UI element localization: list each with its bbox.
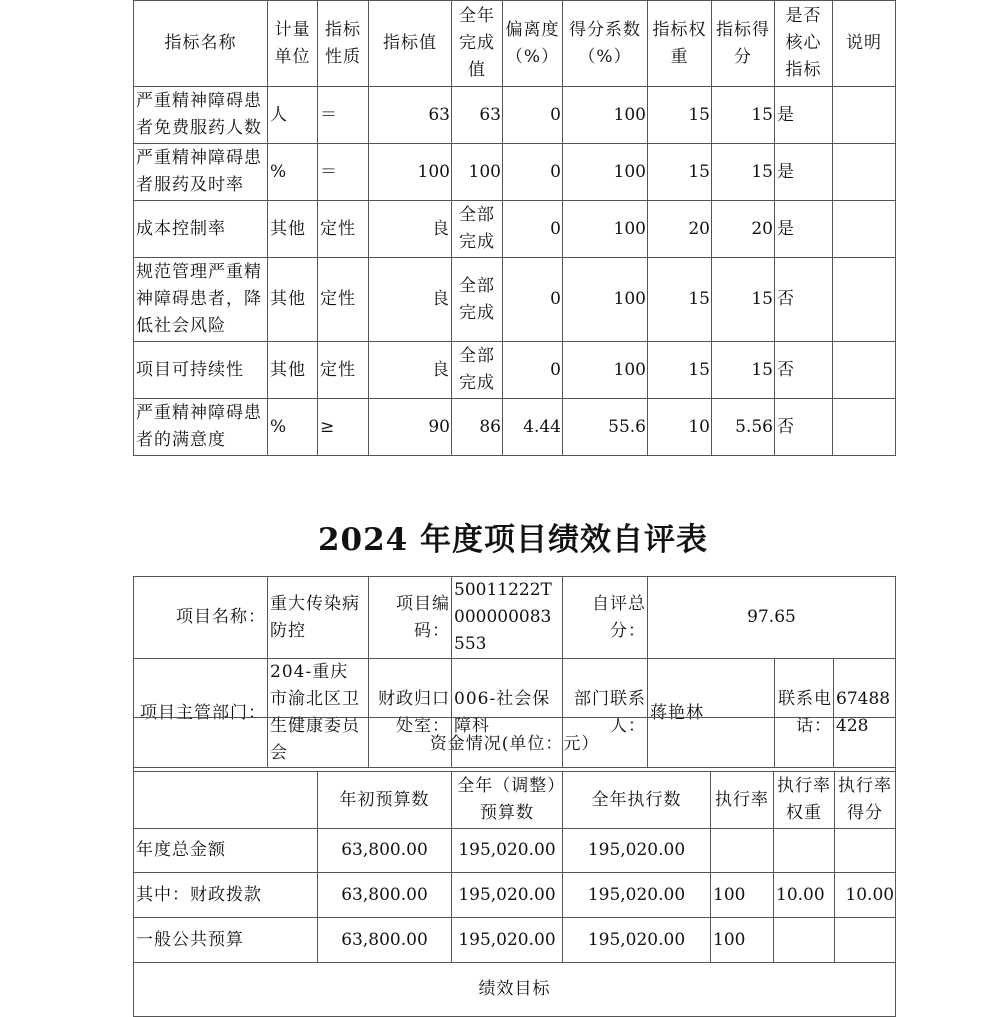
indicator-name: 项目可持续性 [134, 342, 268, 399]
contact-value: 蒋艳林 [648, 659, 775, 768]
funds-section-title: 资金情况(单位：元） [134, 718, 896, 772]
indicator-score: 15 [712, 342, 775, 399]
indicator-actual: 全部完成 [452, 342, 503, 399]
indicator-weight: 10 [648, 399, 712, 456]
indicator-score: 15 [712, 258, 775, 342]
header-adjusted-budget: 全年（调整）预算数 [452, 772, 563, 829]
indicator-score: 20 [712, 201, 775, 258]
dept-label: 项目主管部门： [134, 659, 268, 768]
table-row [134, 87, 896, 144]
indicator-nature: 定性 [318, 201, 369, 258]
header-target: 指标值 [369, 1, 452, 87]
header-rate: 执行率 [711, 772, 774, 829]
header-coefficient: 得分系数（%） [563, 1, 648, 87]
indicator-core: 否 [775, 342, 833, 399]
funds-row-label: 其中：财政拨款 [134, 873, 318, 918]
goals-section-row [134, 963, 896, 1017]
funds-rate-score [835, 918, 896, 963]
indicator-deviation: 4.44 [503, 399, 563, 456]
goals-section-title: 绩效目标 [134, 963, 896, 1017]
funds-rate: 100 [711, 918, 774, 963]
page-title: 2024 年度项目绩效自评表 [317, 522, 709, 558]
funds-rate-weight [774, 918, 835, 963]
indicator-note [833, 201, 896, 258]
funds-row-label: 一般公共预算 [134, 918, 318, 963]
indicator-core: 是 [775, 144, 833, 201]
indicator-coefficient: 100 [563, 87, 648, 144]
indicator-name: 成本控制率 [134, 201, 268, 258]
project-code-value: 50011222T000000083553 [452, 577, 563, 659]
indicator-core: 否 [775, 258, 833, 342]
total-score-value: 97.65 [648, 577, 896, 659]
contact-label: 部门联系人： [563, 659, 648, 768]
finance-label: 财政归口处室： [369, 659, 452, 768]
indicator-score: 15 [712, 87, 775, 144]
header-indicator-name: 指标名称 [134, 1, 268, 87]
table-row [134, 342, 896, 399]
header-executed: 全年执行数 [563, 772, 711, 829]
indicator-target: 良 [369, 258, 452, 342]
indicator-core: 否 [775, 399, 833, 456]
funds-header-blank [134, 772, 318, 829]
header-deviation: 偏离度（%） [503, 1, 563, 87]
table-row [134, 258, 896, 342]
funds-adjusted: 195,020.00 [452, 829, 563, 873]
indicator-note [833, 258, 896, 342]
indicator-actual: 100 [452, 144, 503, 201]
indicator-core: 是 [775, 87, 833, 144]
header-initial-budget: 年初预算数 [318, 772, 452, 829]
indicator-coefficient: 100 [563, 342, 648, 399]
indicator-note [833, 399, 896, 456]
table-row [134, 399, 896, 456]
funds-initial: 63,800.00 [318, 918, 452, 963]
indicator-coefficient: 100 [563, 201, 648, 258]
indicator-name: 严重精神障碍患者免费服药人数 [134, 87, 268, 144]
indicator-actual: 63 [452, 87, 503, 144]
funds-table [133, 717, 896, 1017]
table-row [134, 829, 896, 873]
indicator-target: 良 [369, 342, 452, 399]
indicator-score: 15 [712, 144, 775, 201]
header-note: 说明 [833, 1, 896, 87]
indicator-note [833, 342, 896, 399]
indicator-coefficient: 55.6 [563, 399, 648, 456]
indicator-weight: 15 [648, 258, 712, 342]
indicator-unit: 其他 [268, 201, 318, 258]
indicator-deviation: 0 [503, 144, 563, 201]
dept-value: 204-重庆市渝北区卫生健康委员会 [268, 659, 369, 768]
indicator-deviation: 0 [503, 258, 563, 342]
indicator-nature: 定性 [318, 258, 369, 342]
indicator-coefficient: 100 [563, 258, 648, 342]
project-info-row [134, 577, 896, 659]
project-name-value: 重大传染病防控 [268, 577, 369, 659]
indicator-actual: 全部完成 [452, 201, 503, 258]
indicator-nature: 定性 [318, 342, 369, 399]
indicator-weight: 15 [648, 87, 712, 144]
indicator-nature: ＝ [318, 87, 369, 144]
funds-rate: 100 [711, 873, 774, 918]
header-unit: 计量单位 [268, 1, 318, 87]
table-row [134, 201, 896, 258]
indicator-unit: % [268, 399, 318, 456]
table-row [134, 918, 896, 963]
funds-rate-score: 10.00 [835, 873, 896, 918]
indicator-deviation: 0 [503, 342, 563, 399]
funds-rate [711, 829, 774, 873]
indicator-name: 严重精神障碍患者服药及时率 [134, 144, 268, 201]
indicator-name: 严重精神障碍患者的满意度 [134, 399, 268, 456]
funds-rate-weight: 10.00 [774, 873, 835, 918]
funds-row-label: 年度总金额 [134, 829, 318, 873]
header-rate-weight: 执行率权重 [774, 772, 835, 829]
project-code-label: 项目编码： [369, 577, 452, 659]
indicator-nature: ＝ [318, 144, 369, 201]
indicator-coefficient: 100 [563, 144, 648, 201]
header-score: 指标得分 [712, 1, 775, 87]
funds-adjusted: 195,020.00 [452, 873, 563, 918]
funds-adjusted: 195,020.00 [452, 918, 563, 963]
indicator-target: 90 [369, 399, 452, 456]
indicator-deviation: 0 [503, 87, 563, 144]
indicator-note [833, 87, 896, 144]
indicator-deviation: 0 [503, 201, 563, 258]
indicator-unit: 其他 [268, 342, 318, 399]
header-core: 是否核心指标 [775, 1, 833, 87]
indicator-header-row [134, 1, 896, 87]
header-actual: 全年完成值 [452, 1, 503, 87]
finance-value: 006-社会保障科 [452, 659, 563, 768]
table-row [134, 873, 896, 918]
phone-label: 联系电话： [775, 659, 834, 768]
indicator-unit: 其他 [268, 258, 318, 342]
funds-header-row [134, 772, 896, 829]
total-score-label: 自评总分： [563, 577, 648, 659]
funds-section-row [134, 718, 896, 772]
funds-initial: 63,800.00 [318, 829, 452, 873]
funds-rate-score [835, 829, 896, 873]
indicator-unit: 人 [268, 87, 318, 144]
indicator-weight: 20 [648, 201, 712, 258]
indicator-score: 5.56 [712, 399, 775, 456]
header-nature: 指标性质 [318, 1, 369, 87]
indicator-target: 100 [369, 144, 452, 201]
header-rate-score: 执行率得分 [835, 772, 896, 829]
indicator-weight: 15 [648, 342, 712, 399]
indicator-actual: 86 [452, 399, 503, 456]
indicator-nature: ≥ [318, 399, 369, 456]
phone-value: 67488428 [834, 659, 896, 768]
table-row [134, 144, 896, 201]
project-name-label: 项目名称： [134, 577, 268, 659]
indicator-note [833, 144, 896, 201]
funds-executed: 195,020.00 [563, 873, 711, 918]
header-weight: 指标权重 [648, 1, 712, 87]
indicator-core: 是 [775, 201, 833, 258]
indicator-target: 良 [369, 201, 452, 258]
funds-executed: 195,020.00 [563, 829, 711, 873]
funds-executed: 195,020.00 [563, 918, 711, 963]
indicator-unit: % [268, 144, 318, 201]
indicator-actual: 全部完成 [452, 258, 503, 342]
funds-rate-weight [774, 829, 835, 873]
indicator-name: 规范管理严重精神障碍患者，降低社会风险 [134, 258, 268, 342]
indicator-table [133, 0, 896, 456]
indicator-target: 63 [369, 87, 452, 144]
funds-initial: 63,800.00 [318, 873, 452, 918]
indicator-weight: 15 [648, 144, 712, 201]
